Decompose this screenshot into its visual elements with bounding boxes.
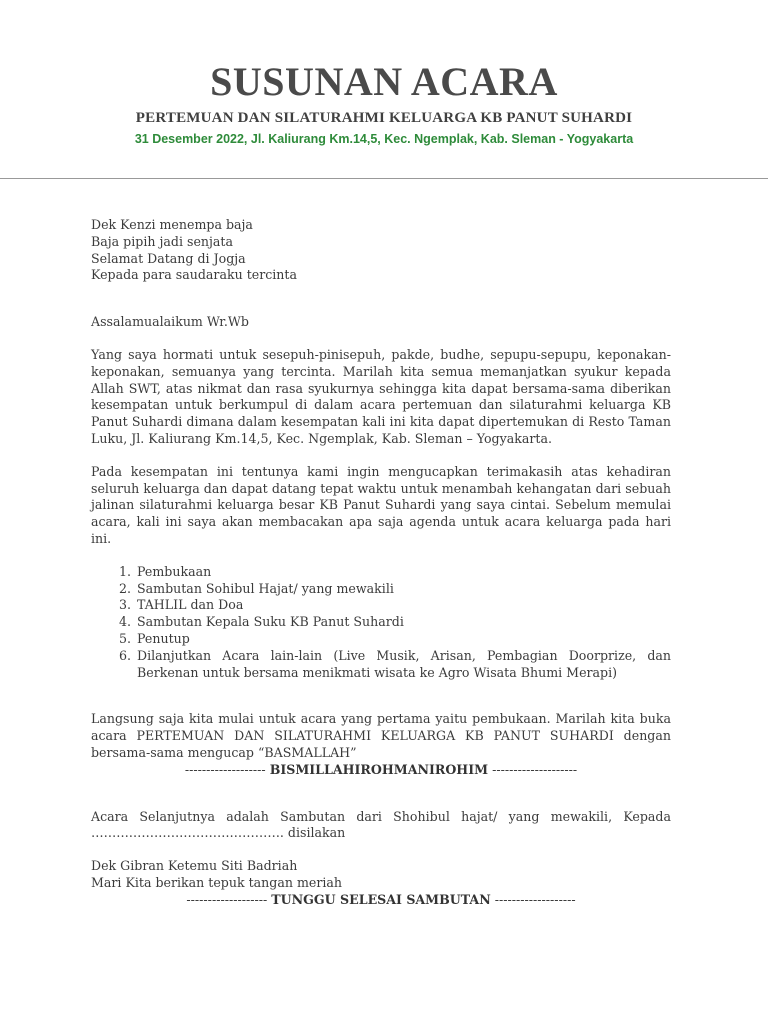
- dash-separator: -------------------: [184, 761, 266, 777]
- pantun-line: Baja pipih jadi senjata: [91, 233, 233, 249]
- basmallah-line: [91, 762, 671, 779]
- tunggu-text: TUNGGU SELESAI SAMBUTAN: [271, 891, 491, 907]
- agenda-item: 3. TAHLIL dan Doa: [135, 597, 671, 614]
- dash-separator: -------------------: [494, 891, 576, 907]
- agenda-item: 4. Sambutan Kepala Suku KB Panut Suhardi: [135, 614, 671, 631]
- pantun-line: Dek Kenzi menempa baja: [91, 217, 253, 232]
- header-divider: [0, 178, 768, 179]
- agenda-item: 2. Sambutan Sohibul Hajat/ yang mewakili: [135, 581, 671, 598]
- pantun-line: Kepada para saudaraku tercinta: [91, 267, 297, 283]
- paragraph-next-speech: Acara Selanjutnya adalah Sambutan dari Shohibul hajat/ yang mewakili, Kepada ………………………………………. disilakan: [91, 808, 671, 841]
- tunggu-line: [91, 892, 671, 909]
- agenda-item: 6. Dilanjutkan Acara lain-lain (Live Musik, Arisan, Pembagian Doorprize, dan Berkenan untuk bersama menikmati wisata ke Agro Wisata Bhumi Merapi): [135, 648, 671, 682]
- basmallah-text: BISMILLAHIROHMANIROHIM: [269, 761, 489, 777]
- pantun-block: [91, 217, 671, 284]
- event-dateline: 31 Desember 2022, Jl. Kaliurang Km.14,5, Kec. Ngemplak, Kab. Sleman - Yogyakarta: [134, 132, 634, 146]
- document-body: [91, 217, 671, 909]
- document-header: [0, 58, 768, 146]
- agenda-item: 1. Pembukaan: [135, 564, 671, 581]
- pantun-line: Selamat Datang di Jogja: [91, 250, 246, 266]
- paragraph-opening: Yang saya hormati untuk sesepuh-pinisepuh, pakde, budhe, sepupu-sepupu, keponakan-keponakan, semuanya yang tercinta. Marilah kita semua memanjatkan syukur kepada Allah SWT, atas nikmat dan rasa syukurnya sehingga kita dapat bersama-sama diberikan kesempatan untuk berkumpul di dalam acara pertemuan dan silaturahmi keluarga KB Panut Suhardi dimana dalam kesempatan kali ini kita dapat dipertemukan di Resto Taman Luku, Jl. Kaliurang Km.14,5, Kec. Ngemplak, Kab. Sleman – Yogyakarta.: [91, 346, 671, 446]
- dash-separator: -------------------: [186, 891, 268, 907]
- document-subtitle: PERTEMUAN DAN SILATURAHMI KELUARGA KB PANUT SUHARDI: [135, 110, 633, 126]
- greeting: Assalamualaikum Wr.Wb: [91, 314, 249, 330]
- paragraph-opening-ceremony: Langsung saja kita mulai untuk acara yang pertama yaitu pembukaan. Marilah kita buka acara PERTEMUAN DAN SILATURAHMI KELUARGA KB PANUT SUHARDI dengan bersama-sama mengucap “BASMALLAH”: [91, 711, 671, 760]
- agenda-list: [91, 564, 671, 682]
- closing-line: Mari Kita berikan tepuk tangan meriah: [91, 874, 343, 890]
- document-title: SUSUNAN ACARA: [210, 59, 558, 104]
- closing-line: Dek Gibran Ketemu Siti Badriah: [91, 858, 298, 874]
- agenda-item: 5. Penutup: [135, 631, 671, 648]
- dash-separator: --------------------: [492, 761, 578, 777]
- paragraph-thanks: Pada kesempatan ini tentunya kami ingin mengucapkan terimakasih atas kehadiran seluruh keluarga dan dapat datang tepat waktu untuk menambah kehangatan dari sebuah jalinan silaturahmi keluarga besar KB Panut Suhardi yang saya cintai. Sebelum memulai acara, kali ini saya akan membacakan apa saja agenda untuk acara keluarga pada hari ini.: [91, 463, 671, 546]
